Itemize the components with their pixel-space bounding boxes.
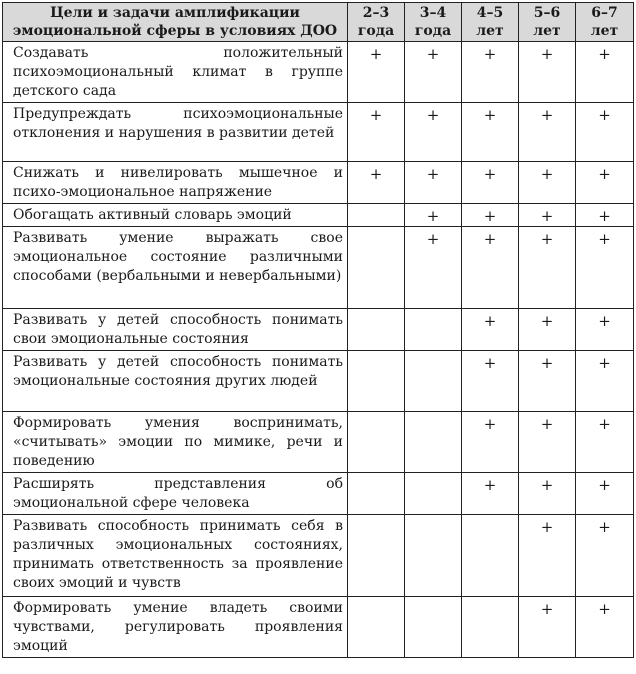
plus-mark-cell: +: [462, 309, 519, 351]
plus-mark-cell: +: [462, 42, 519, 103]
plus-mark-cell: +: [348, 42, 405, 103]
plus-mark-cell: +: [519, 597, 576, 658]
empty-mark-cell: [405, 309, 462, 351]
empty-mark-cell: [405, 473, 462, 515]
goal-cell: Развивать умение выражать свое эмоциональное состояние различными способами (вербальными и невербальными): [3, 227, 348, 309]
plus-mark-cell: +: [576, 227, 634, 309]
plus-mark-cell: +: [576, 42, 634, 103]
empty-mark-cell: [348, 204, 405, 227]
plus-mark-cell: +: [519, 515, 576, 597]
table-body: [3, 42, 634, 658]
header-goals: Цели и задачи амплификации эмоциональной сферы в условиях ДОО: [3, 3, 348, 42]
plus-mark-cell: +: [462, 412, 519, 473]
goal-cell: Развивать способность принимать себя в различных эмоциональных состояниях, принимать ответственность за проявление своих эмоций и чувств: [3, 515, 348, 597]
plus-mark-cell: +: [576, 412, 634, 473]
plus-mark-cell: +: [405, 204, 462, 227]
empty-mark-cell: [462, 597, 519, 658]
goal-cell: Формировать умение владеть своими чувствами, регулировать проявления эмоций: [3, 597, 348, 658]
plus-mark-cell: +: [348, 162, 405, 204]
plus-mark-cell: +: [462, 227, 519, 309]
plus-mark-cell: +: [519, 162, 576, 204]
table-row: [3, 42, 634, 103]
header-age: 4–5 лет: [462, 3, 519, 42]
table-row: [3, 103, 634, 162]
table-row: [3, 351, 634, 412]
empty-mark-cell: [348, 227, 405, 309]
empty-mark-cell: [405, 351, 462, 412]
plus-mark-cell: +: [519, 103, 576, 162]
plus-mark-cell: +: [405, 227, 462, 309]
empty-mark-cell: [405, 412, 462, 473]
plus-mark-cell: +: [576, 515, 634, 597]
goal-cell: Развивать у детей способность понимать эмоциональные состояния других людей: [3, 351, 348, 412]
table-row: [3, 227, 634, 309]
goal-cell: Расширять представления об эмоциональной сфере человека: [3, 473, 348, 515]
header-age: 2–3 года: [348, 3, 405, 42]
plus-mark-cell: +: [519, 227, 576, 309]
table-row: [3, 309, 634, 351]
table-row: [3, 204, 634, 227]
goal-cell: Формировать умения воспринимать, «считывать» эмоции по мимике, речи и поведению: [3, 412, 348, 473]
plus-mark-cell: +: [519, 42, 576, 103]
table-row: [3, 412, 634, 473]
plus-mark-cell: +: [405, 42, 462, 103]
empty-mark-cell: [348, 473, 405, 515]
goal-cell: Развивать у детей способность понимать свои эмоциональные состояния: [3, 309, 348, 351]
table-row: [3, 162, 634, 204]
empty-mark-cell: [405, 597, 462, 658]
plus-mark-cell: +: [462, 162, 519, 204]
header-age: 6–7 лет: [576, 3, 634, 42]
plus-mark-cell: +: [519, 473, 576, 515]
empty-mark-cell: [405, 515, 462, 597]
plus-mark-cell: +: [462, 473, 519, 515]
plus-mark-cell: +: [462, 351, 519, 412]
header-age: 3–4 года: [405, 3, 462, 42]
empty-mark-cell: [348, 515, 405, 597]
table-row: [3, 597, 634, 658]
plus-mark-cell: +: [519, 412, 576, 473]
empty-mark-cell: [348, 309, 405, 351]
goal-cell: Создавать положительный психоэмоциональный климат в группе детского сада: [3, 42, 348, 103]
plus-mark-cell: +: [576, 597, 634, 658]
goal-cell: Обогащать активный словарь эмоций: [3, 204, 348, 227]
empty-mark-cell: [348, 351, 405, 412]
plus-mark-cell: +: [576, 473, 634, 515]
goals-table: [2, 2, 634, 658]
plus-mark-cell: +: [405, 162, 462, 204]
plus-mark-cell: +: [405, 103, 462, 162]
empty-mark-cell: [348, 597, 405, 658]
plus-mark-cell: +: [519, 204, 576, 227]
plus-mark-cell: +: [519, 309, 576, 351]
plus-mark-cell: +: [462, 204, 519, 227]
plus-mark-cell: +: [576, 162, 634, 204]
goal-cell: Предупреждать психоэмоциональные отклонения и нарушения в развитии детей: [3, 103, 348, 162]
goal-cell: Снижать и нивелировать мышечное и психо-эмоциональное напряжение: [3, 162, 348, 204]
plus-mark-cell: +: [576, 309, 634, 351]
table-header-row: [3, 3, 634, 42]
empty-mark-cell: [348, 412, 405, 473]
header-age: 5–6 лет: [519, 3, 576, 42]
table-row: [3, 473, 634, 515]
empty-mark-cell: [462, 515, 519, 597]
plus-mark-cell: +: [348, 103, 405, 162]
table-row: [3, 515, 634, 597]
plus-mark-cell: +: [519, 351, 576, 412]
plus-mark-cell: +: [576, 103, 634, 162]
plus-mark-cell: +: [576, 204, 634, 227]
plus-mark-cell: +: [462, 103, 519, 162]
plus-mark-cell: +: [576, 351, 634, 412]
